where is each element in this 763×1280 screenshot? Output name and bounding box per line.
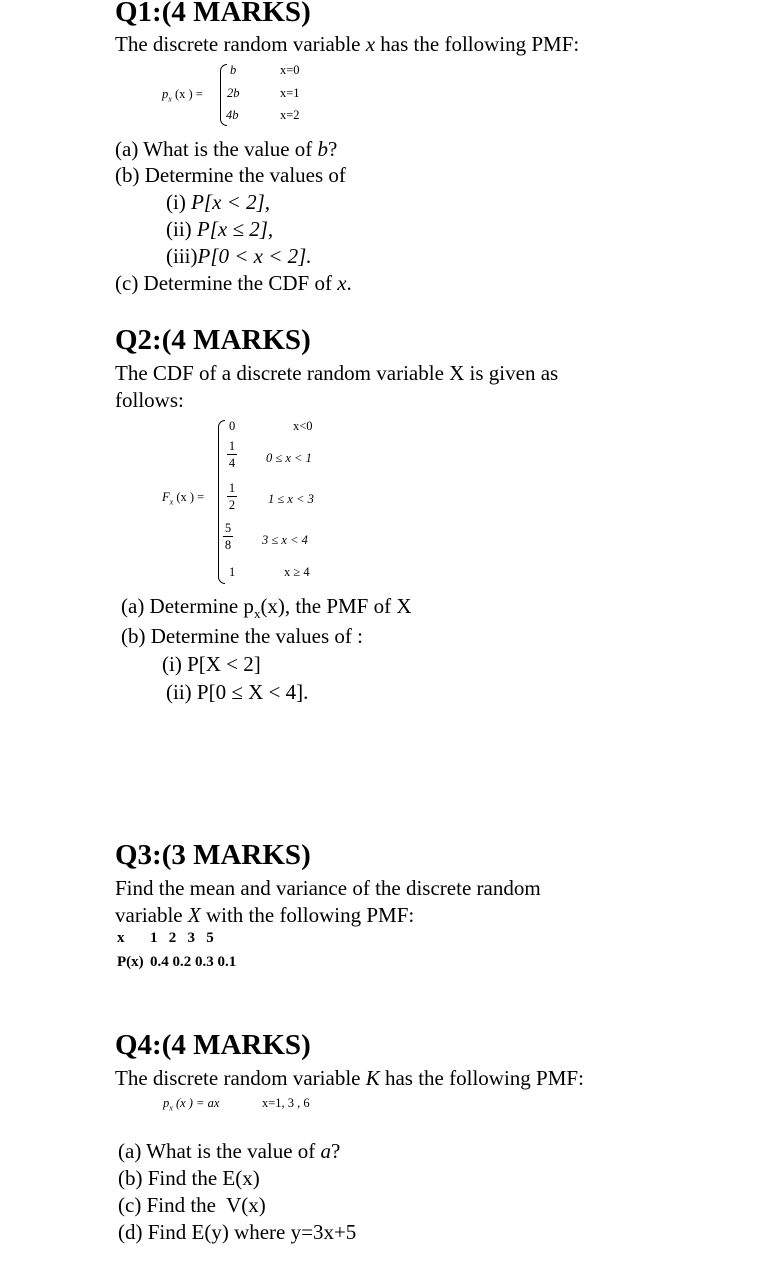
q1-part-c: (c) Determine the CDF of x. (115, 271, 352, 295)
q4-part-b: (b) Find the E(x) (118, 1166, 260, 1190)
q4-heading: Q4:(4 MARKS) (115, 1029, 311, 1061)
q1-part-a: (a) What is the value of b? (115, 137, 338, 161)
q3-table-p-label: P(x) (117, 954, 144, 970)
q2-heading: Q2:(4 MARKS) (115, 324, 311, 356)
q2-case-fraction: 5 8 (224, 521, 232, 552)
q2-intro-line2: follows: (115, 388, 184, 412)
q3-table-p-values: 0.4 0.2 0.3 0.1 (150, 954, 237, 970)
q2-part-b: (b) Determine the values of : (121, 624, 363, 648)
q3-table-x-values: 1 2 3 5 (150, 930, 214, 946)
q1-case-cond: x=0 (280, 63, 300, 77)
q3-line1: Find the mean and variance of the discrete random (115, 876, 541, 900)
q3-line2: variable X with the following PMF: (115, 903, 415, 927)
q2-case-cond: 0 ≤ x < 1 (266, 451, 312, 465)
q1-case-cond: x=1 (280, 86, 300, 100)
q1-heading: Q1:(4 MARKS) (115, 0, 311, 28)
q2-case-value: 1 (229, 565, 236, 579)
q4-pmf-label: $p_x$ (x ) = ax (163, 1096, 220, 1113)
q2-case-fraction: 1 4 (228, 439, 236, 470)
q1-case-value: 2b (227, 86, 240, 100)
q3-heading: Q3:(3 MARKS) (115, 839, 311, 871)
q2-case-cond: 3 ≤ x < 4 (262, 533, 308, 547)
q2-case-fraction: 1 2 (228, 481, 236, 512)
q2-case-cond: 1 ≤ x < 3 (268, 492, 314, 506)
q1-case-value: b (230, 63, 237, 77)
q1-case-value: 4b (226, 108, 239, 122)
q1-part-b-i: (i) P[x < 2], (166, 190, 270, 214)
q4-part-c: (c) Find the V(x) (118, 1193, 266, 1217)
q2-part-b-i: (i) P[X < 2] (162, 652, 261, 676)
q1-pmf-label: $p_x$ (x ) = (162, 87, 203, 104)
q1-case-cond: x=2 (280, 108, 300, 122)
q2-cdf-label: $F_x$ (x ) = (162, 490, 205, 507)
q1-intro: The discrete random variable x has the following PMF: (115, 32, 580, 56)
q3-table-x-label: x (117, 930, 125, 946)
q4-part-d: (d) Find E(y) where y=3x+5 (118, 1220, 357, 1244)
q4-intro: The discrete random variable K has the following PMF: (115, 1066, 584, 1090)
q2-case-cond: x ≥ 4 (284, 565, 310, 579)
q2-part-a: (a) Determine $p_x(x)$, the PMF of X (121, 594, 412, 622)
q2-case-value: 0 (229, 419, 236, 433)
q1-part-b-ii: (ii) P[x ≤ 2], (166, 217, 274, 241)
q1-part-b: (b) Determine the values of (115, 163, 346, 187)
q4-part-a: (a) What is the value of a? (118, 1139, 341, 1163)
q2-case-cond: x<0 (293, 419, 313, 433)
q4-pmf-cond: x=1, 3 , 6 (262, 1096, 310, 1110)
q1-part-b-iii: (iii)P[0 < x < 2]. (166, 244, 312, 268)
q2-cdf-brace (218, 420, 225, 584)
q2-intro-line1: The CDF of a discrete random variable X is given as (115, 361, 559, 385)
q2-part-b-ii: (ii) P[0 ≤ X < 4]. (166, 680, 309, 704)
